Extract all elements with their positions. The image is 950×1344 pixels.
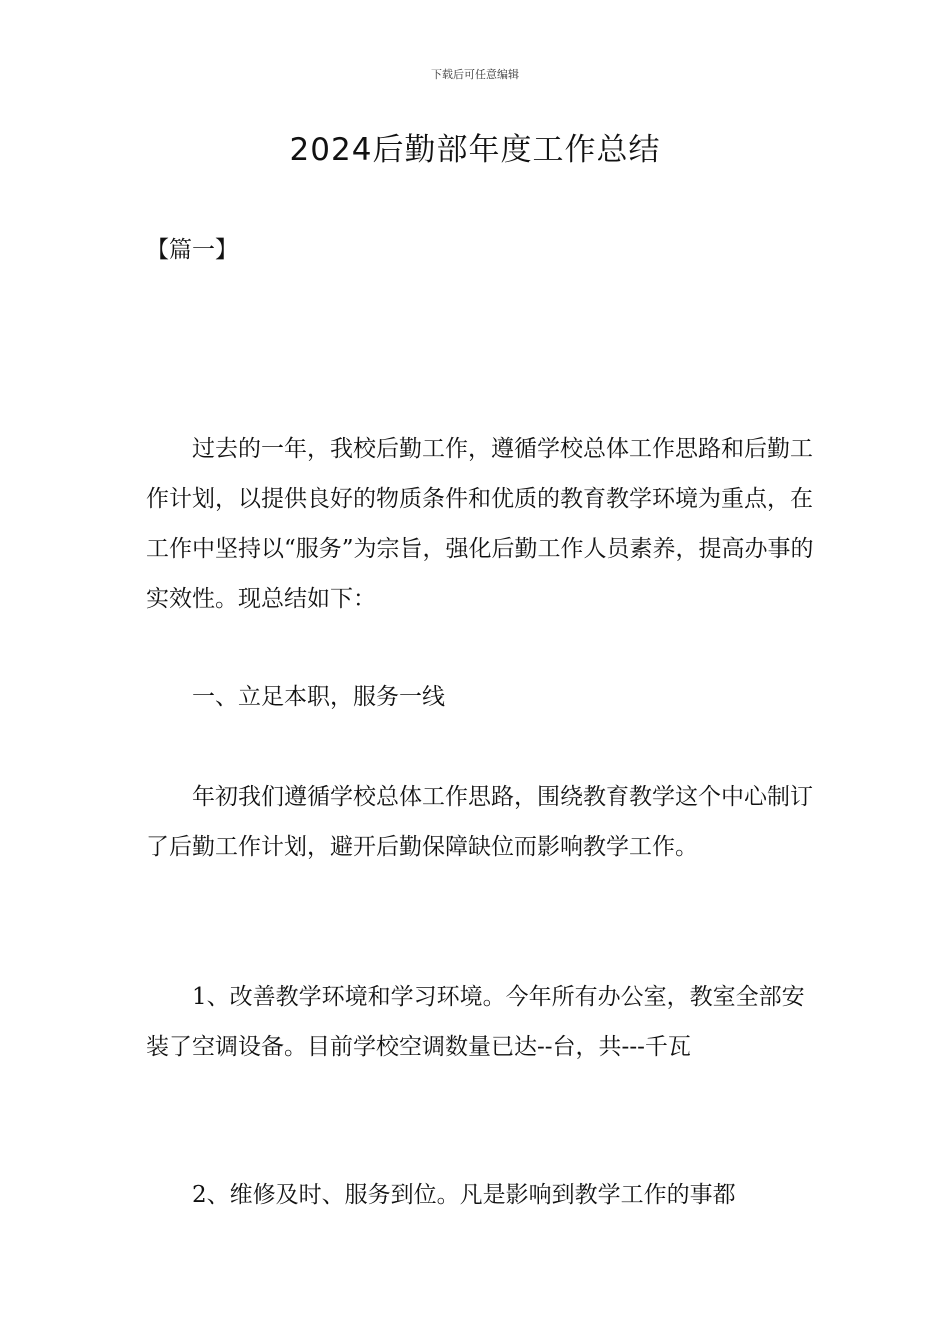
paragraph-intro: 过去的一年，我校后勤工作，遵循学校总体工作思路和后勤工作计划，以提供良好的物质条件和优质的教育教学环境为重点，在工作中坚持以“服务”为宗旨，强化后勤工作人员素养，提高办事的实效性。现总结如下： xyxy=(146,436,814,612)
heading-section-one: 一、立足本职，服务一线 xyxy=(192,684,445,710)
header-note: 下载后可任意编辑 xyxy=(431,68,519,81)
paragraph-item-1: 1、改善教学环境和学习环境。今年所有办公室，教室全部安装了空调设备。目前学校空调数量已达--台，共---千瓦 xyxy=(146,984,805,1060)
section-label: 【篇一】 xyxy=(146,237,238,263)
paragraph-item-2: 2、维修及时、服务到位。凡是影响到教学工作的事都 xyxy=(192,1182,736,1208)
document-title: 2024后勤部年度工作总结 xyxy=(289,132,661,168)
paragraph-plan: 年初我们遵循学校总体工作思路，围绕教育教学这个中心制订了后勤工作计划，避开后勤保障缺位而影响教学工作。 xyxy=(146,784,813,860)
